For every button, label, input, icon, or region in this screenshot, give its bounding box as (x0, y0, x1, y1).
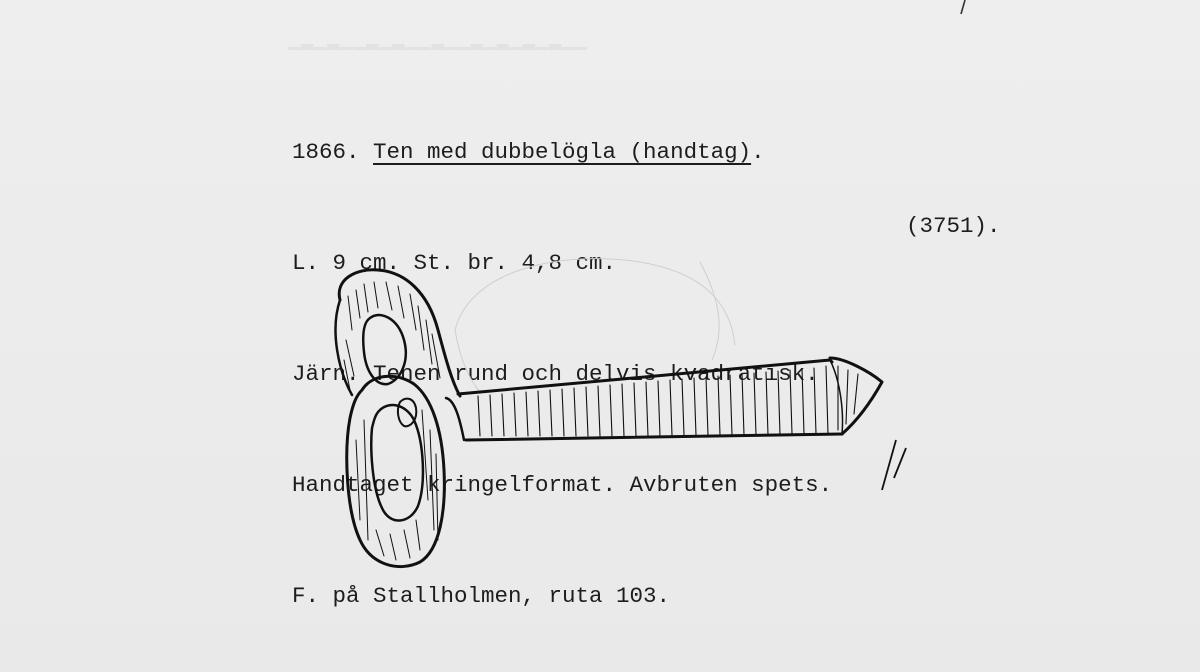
material-line: Järn. Tenen rund och delvis kvadratisk. (292, 361, 819, 387)
item-number: 1866. (292, 139, 374, 165)
catalogue-number: (3751). (906, 213, 1001, 239)
find-location-line: F. på Stallholmen, ruta 103. (292, 583, 671, 609)
title-end: . (751, 139, 765, 165)
bleed-through-text: ▁▂▁▂▁▁▂▁▂▁▁▂▁▁▂▁▂▁▂▁▂▁▁ (288, 26, 588, 50)
measurements-line: L. 9 cm. St. br. 4,8 cm. (292, 250, 617, 276)
scale-mark-icon (882, 440, 906, 490)
condition-line: Handtaget kringelformat. Avbruten spets. (292, 472, 833, 498)
item-title: Ten med dubbelögla (handtag) (373, 139, 752, 165)
